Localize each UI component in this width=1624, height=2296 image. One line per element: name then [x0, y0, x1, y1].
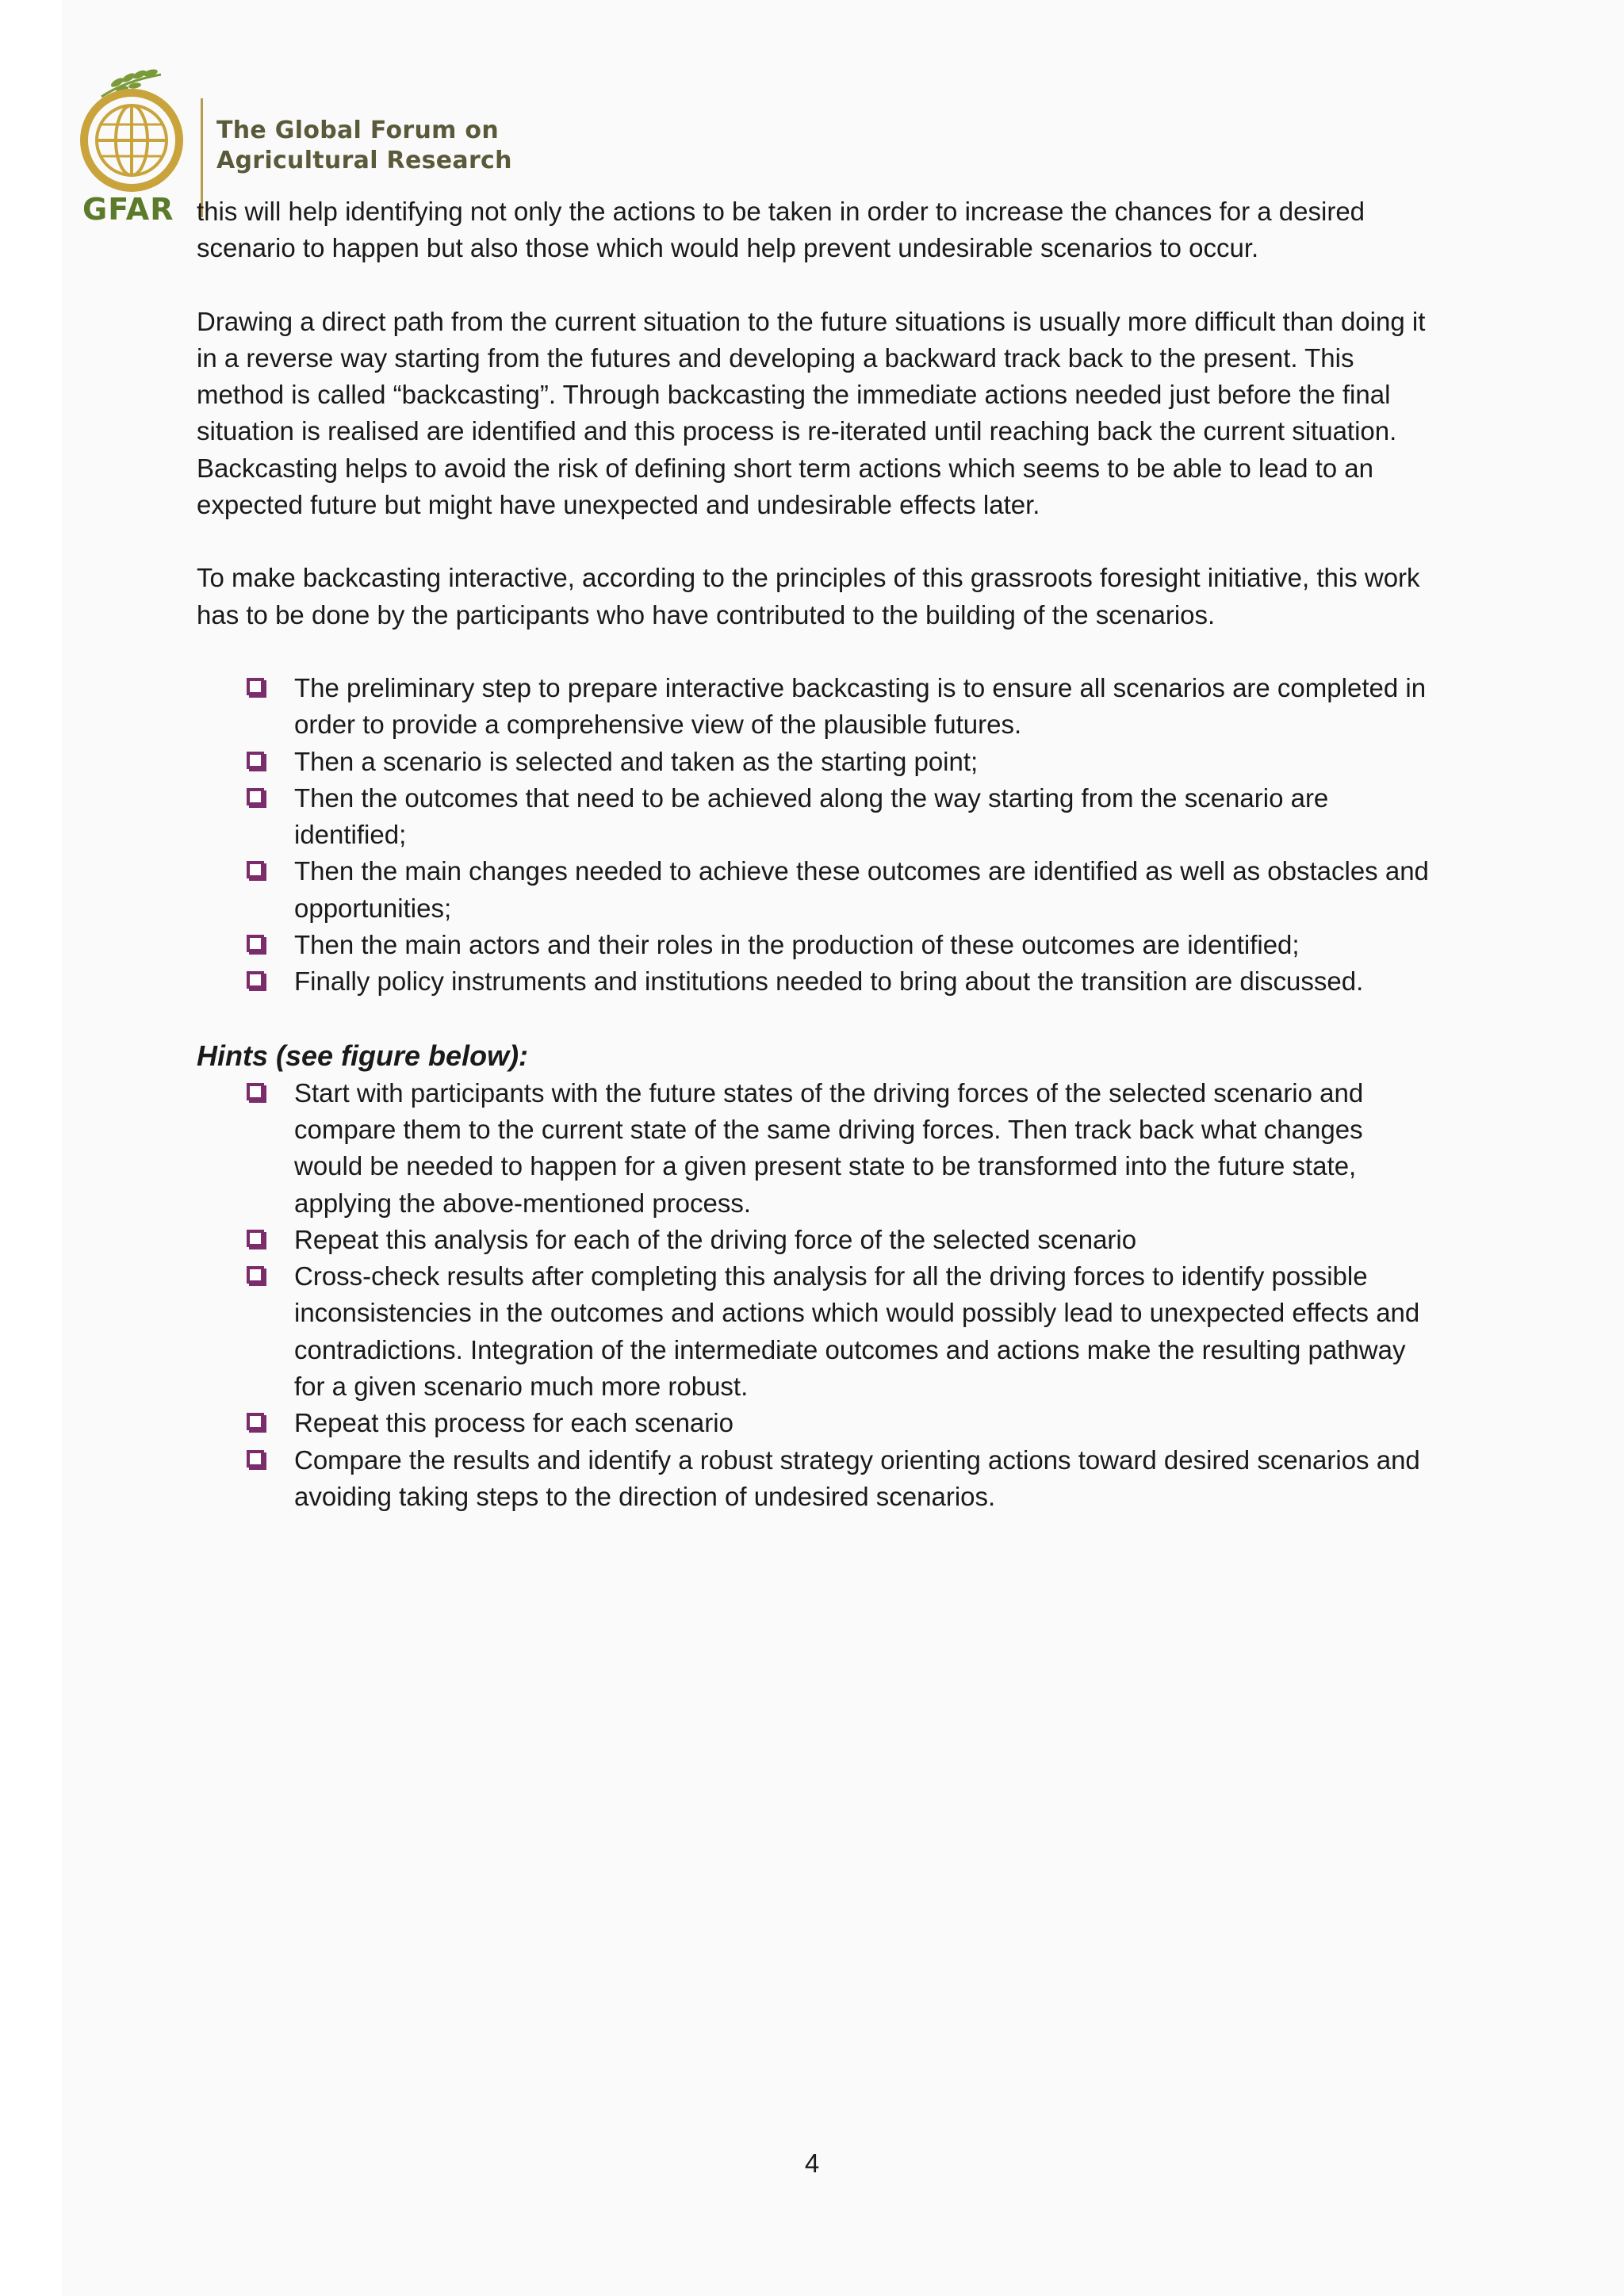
- gfar-wordmark: GFAR: [82, 192, 174, 227]
- steps-list: [197, 670, 1434, 1001]
- list-item: Cross-check results after completing this analysis for all the driving forces to identify possible inconsistencies in the outcomes and actions which would possibly lead to unexpected effects and contradictions. Integration of the intermediate outcomes and actions make the resulting pathway for a given scenario much more robust.: [294, 1258, 1434, 1405]
- org-name-line-2: Agricultural Research: [216, 147, 512, 174]
- paragraph-interactive: To make backcasting interactive, according to the principles of this grassroots foresight initiative, this work has to be done by the participants who have contributed to the building of the scenarios.: [197, 563, 1420, 629]
- checkbox-bullet-icon: [247, 971, 264, 989]
- checkbox-bullet-icon: [247, 1450, 264, 1468]
- list-item: Then the outcomes that need to be achieved along the way starting from the scenario are identified;: [294, 780, 1434, 854]
- checkbox-bullet-icon: [247, 678, 264, 695]
- list-item: Then the main changes needed to achieve these outcomes are identified as well as obstacles and opportunities;: [294, 853, 1434, 927]
- checkbox-bullet-icon: [247, 788, 264, 806]
- list-item: Start with participants with the future states of the driving forces of the selected scenario and compare them to the current state of the same driving forces. Then track back what changes would be needed to happen for a given present state to be transformed into the future state, applying the above-mentioned process.: [294, 1075, 1434, 1222]
- checkbox-bullet-icon: [247, 752, 264, 769]
- checkbox-bullet-icon: [247, 1230, 264, 1247]
- list-item: Repeat this analysis for each of the driving force of the selected scenario: [294, 1222, 1434, 1258]
- paragraph-backcasting: Drawing a direct path from the current situation to the future situations is usually more difficult than doing it in a reverse way starting from the futures and developing a backward track back to the present. This method is called “backcasting”. Through backcasting the immediate actions needed just before the final situation is realised are identified and this process is re-iterated until reaching back the current situation. Backcasting helps to avoid the risk of defining short term actions which seems to be able to lead to an expected future but might have unexpected and undesirable effects later.: [197, 306, 1426, 520]
- list-item: The preliminary step to prepare interactive backcasting is to ensure all scenarios are completed in order to provide a comprehensive view of the plausible futures.: [294, 670, 1434, 744]
- list-item: Repeat this process for each scenario: [294, 1405, 1434, 1441]
- hints-heading: Hints (see figure below):: [197, 1039, 529, 1072]
- checkbox-bullet-icon: [247, 1413, 264, 1430]
- org-name-line-1: The Global Forum on: [216, 117, 499, 144]
- hints-list: [197, 1075, 1434, 1516]
- list-item: Finally policy instruments and institutions needed to bring about the transition are discussed.: [294, 963, 1434, 1000]
- gfar-globe-logo-icon: [70, 65, 205, 200]
- paragraph-continuation: this will help identifying not only the actions to be taken in order to increase the chances for a desired scenario to happen but also those which would help prevent undesirable scenarios to occur.: [197, 197, 1365, 263]
- checkbox-bullet-icon: [247, 935, 264, 952]
- list-item: Then a scenario is selected and taken as the starting point;: [294, 744, 1434, 780]
- checkbox-bullet-icon: [247, 1083, 264, 1100]
- checkbox-bullet-icon: [247, 1266, 264, 1284]
- list-item: Compare the results and identify a robust strategy orienting actions toward desired scenarios and avoiding taking steps to the direction of undesired scenarios.: [294, 1442, 1434, 1516]
- list-item: Then the main actors and their roles in the production of these outcomes are identified;: [294, 927, 1434, 963]
- document-body: [197, 193, 1434, 1552]
- organization-name: [216, 116, 512, 176]
- page-number: 4: [804, 2149, 820, 2178]
- checkbox-bullet-icon: [247, 861, 264, 878]
